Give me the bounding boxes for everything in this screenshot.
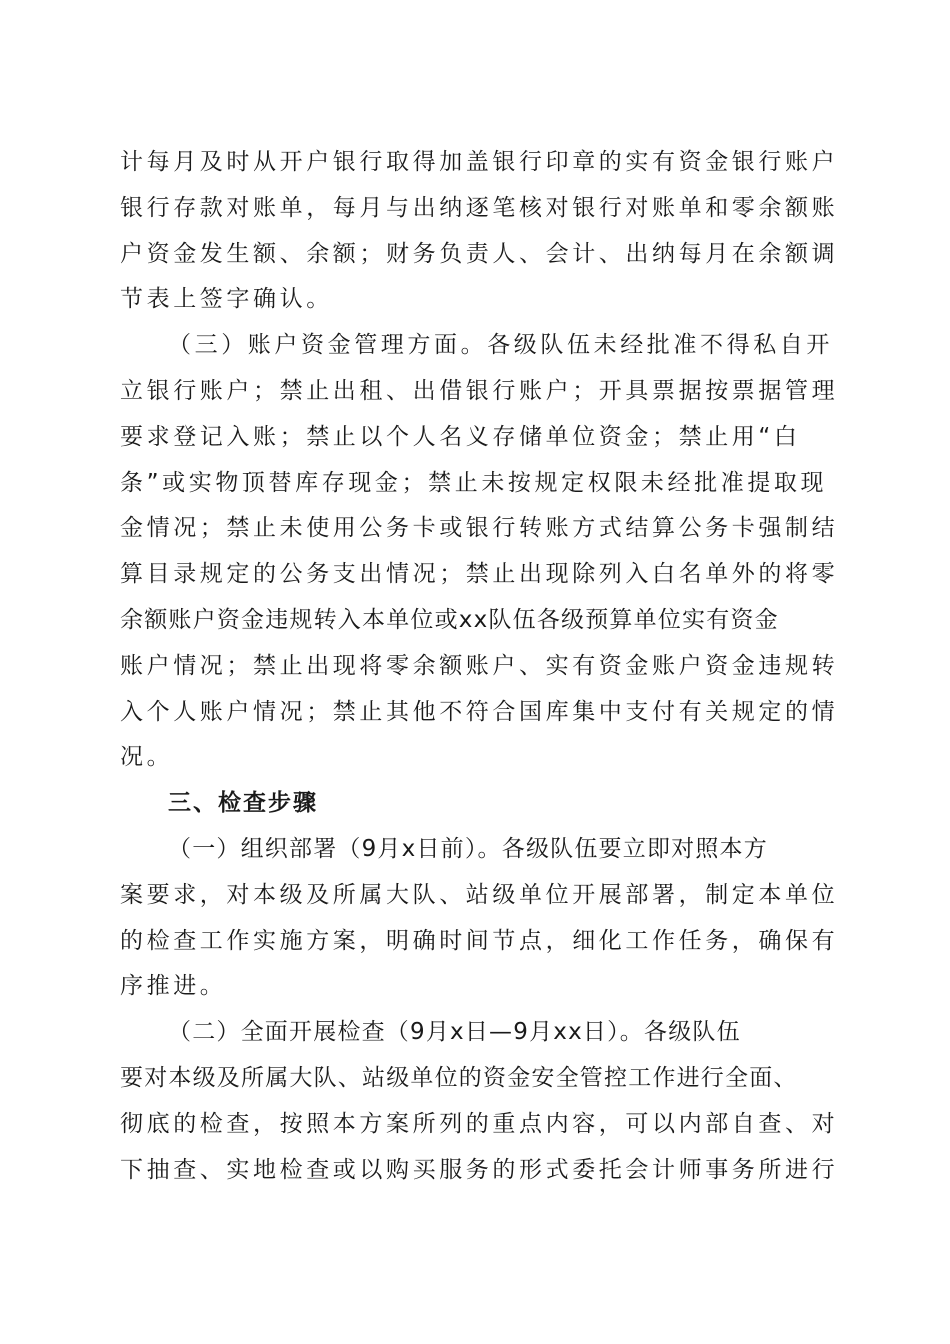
paragraph-line: 况。 [120, 744, 174, 771]
paragraph-line: （二）全面开展检查（9月x日—9月xx日）。各级队伍 [168, 1019, 741, 1046]
paragraph-line: 彻底的检查，按照本方案所列的重点内容，可以内部自查、对 [120, 1110, 839, 1137]
paragraph-line: 立银行账户；禁止出租、出借银行账户；开具票据按票据管理 [120, 377, 839, 404]
paragraph-line: （三）账户资金管理方面。各级队伍未经批准不得私自开 [168, 332, 833, 359]
paragraph-line: 的检查工作实施方案，明确时间节点，细化工作任务，确保有 [120, 927, 839, 954]
paragraph-line: 下抽查、实地检查或以购买服务的形式委托会计师事务所进行 [120, 1156, 839, 1183]
paragraph-line: 金情况；禁止未使用公务卡或银行转账方式结算公务卡强制结 [120, 515, 839, 542]
paragraph-line: 序推进。 [120, 973, 227, 1000]
paragraph-line: 条”或实物顶替库存现金；禁止未按规定权限未经批准提取现 [120, 469, 828, 496]
paragraph-line: 要对本级及所属大队、站级单位的资金安全管控工作进行全面、 [120, 1064, 798, 1091]
paragraph-line: 要求登记入账；禁止以个人名义存储单位资金；禁止用“白 [120, 423, 801, 450]
paragraph-line: 算目录规定的公务支出情况；禁止出现除列入白名单外的将零 [120, 561, 839, 588]
paragraph-line: 入个人账户情况；禁止其他不符合国库集中支付有关规定的情 [120, 698, 839, 725]
paragraph-line: 案要求，对本级及所属大队、站级单位开展部署，制定本单位 [120, 881, 839, 908]
paragraph-line: 余额账户资金违规转入本单位或xx队伍各级预算单位实有资金 [120, 606, 779, 633]
paragraph-line: 银行存款对账单，每月与出纳逐笔核对银行对账单和零余额账 [120, 194, 839, 221]
paragraph-line: 节表上签字确认。 [120, 286, 333, 313]
section-heading: 三、检查步骤 [168, 790, 318, 817]
paragraph-line: 户资金发生额、余额；财务负责人、会计、出纳每月在余额调 [120, 240, 839, 267]
document-body [120, 140, 840, 1193]
paragraph-line: 计每月及时从开户银行取得加盖银行印章的实有资金银行账户 [120, 149, 839, 175]
paragraph-line: 账户情况；禁止出现将零余额账户、实有资金账户资金违规转 [120, 652, 839, 679]
paragraph-line: （一）组织部署（9月x日前）。各级队伍要立即对照本方 [168, 835, 768, 862]
